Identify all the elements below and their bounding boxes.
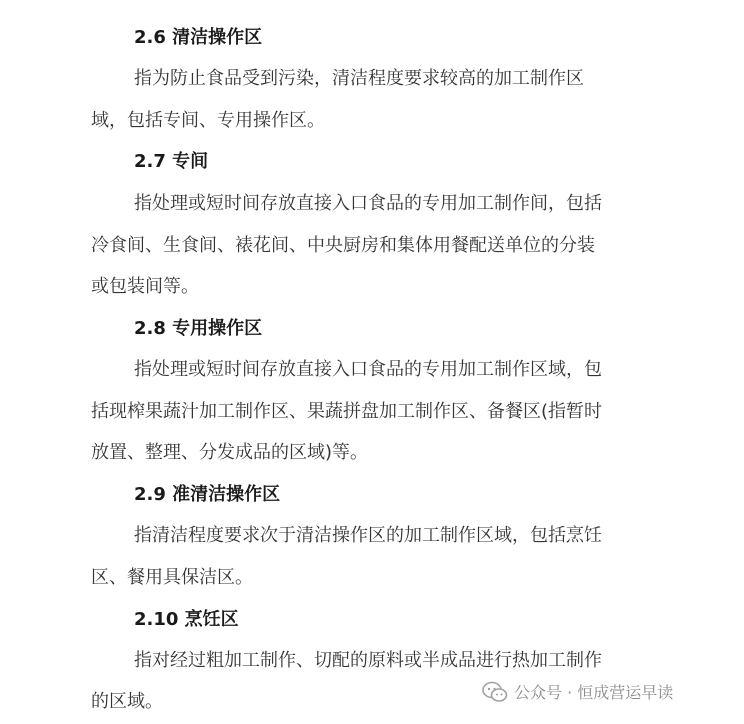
- paragraph-line: 指处理或短时间存放直接入口食品的专用加工制作区域，包: [134, 359, 602, 380]
- paragraph-line: 指为防止食品受到污染，清洁程度要求较高的加工制作区: [134, 68, 584, 89]
- section-heading: 2.9 准清洁操作区: [134, 484, 281, 505]
- paragraph-line: 或包装间等。: [91, 276, 199, 297]
- section-heading: 2.6 清洁操作区: [134, 27, 263, 48]
- section-heading: 2.7 专间: [134, 151, 209, 172]
- section-heading: 2.8 专用操作区: [134, 318, 263, 339]
- paragraph-line: 区、餐用具保洁区。: [91, 567, 253, 588]
- paragraph-line: 指对经过粗加工制作、切配的原料或半成品进行热加工制作: [134, 650, 602, 671]
- paragraph-line: 域，包括专间、专用操作区。: [91, 110, 325, 131]
- paragraph-line: 放置、整理、分发成品的区域)等。: [91, 442, 369, 463]
- paragraph-line: 指处理或短时间存放直接入口食品的专用加工制作间，包括: [134, 193, 602, 214]
- paragraph-line: 括现榨果蔬汁加工制作区、果蔬拼盘加工制作区、备餐区(指暂时: [91, 401, 603, 422]
- paragraph-line: 冷食间、生食间、裱花间、中央厨房和集体用餐配送单位的分装: [91, 235, 595, 256]
- paragraph-line: 指清洁程度要求次于清洁操作区的加工制作区域，包括烹饪: [134, 525, 602, 546]
- watermark: [482, 680, 673, 703]
- paragraph-line: 的区域。: [91, 691, 163, 712]
- wechat-icon: [482, 681, 508, 703]
- section-heading: 2.10 烹饪区: [134, 609, 239, 630]
- watermark-text: 公众号 · 恒成营运早读: [514, 683, 674, 702]
